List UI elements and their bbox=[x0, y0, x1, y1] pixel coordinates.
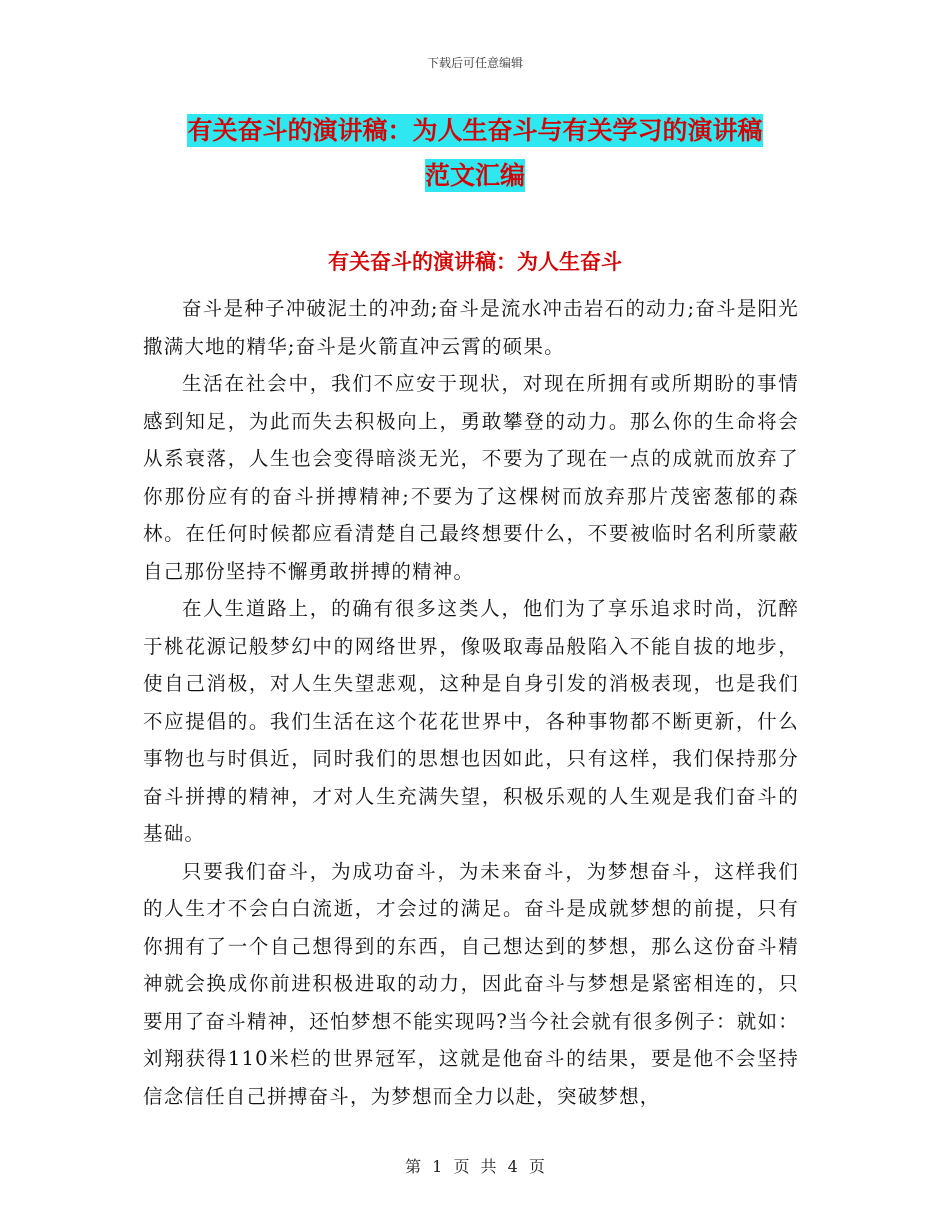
document-title-line-1 bbox=[0, 108, 950, 153]
paragraph-3: 在人生道路上，的确有很多这类人，他们为了享乐追求时尚，沉醉于桃花源记般梦幻中的网络世界，像吸取毒品般陷入不能自拔的地步，使自己消极，对人生失望悲观，这种是自身引发的消极表现，也是我们不应提倡的。我们生活在这个花花世界中，各种事物都不断更新，什么事物也与时俱近，同时我们的思想也因如此，只有这样，我们保持那分奋斗拼搏的精神，才对人生充满失望，积极乐观的人生观是我们奋斗的基础。 bbox=[143, 597, 799, 845]
paragraph-1: 奋斗是种子冲破泥土的冲劲;奋斗是流水冲击岩石的动力;奋斗是阳光撒满大地的精华;奋斗是火箭直冲云霄的硕果。 bbox=[143, 297, 799, 358]
paragraph-4: 只要我们奋斗，为成功奋斗，为未来奋斗，为梦想奋斗，这样我们的人生才不会白白流逝，才会过的满足。奋斗是成就梦想的前提，只有你拥有了一个自己想得到的东西，自己想达到的梦想，那么这份奋斗精神就会换成你前进积极进取的动力，因此奋斗与梦想是紧密相连的，只要用了奋斗精神，还怕梦想不能实现吗?当今社会就有很多例子：就如：刘翔获得110米栏的世界冠军，这就是他奋斗的结果，要是他不会坚持信念信任自己拼搏奋斗，为梦想而全力以赴，突破梦想， bbox=[143, 859, 799, 1108]
body-text bbox=[143, 290, 799, 1115]
section-title: 有关奋斗的演讲稿：为人生奋斗 bbox=[328, 250, 622, 274]
document-title bbox=[0, 108, 950, 198]
header-note: 下载后可任意编辑 bbox=[426, 56, 523, 70]
title-highlight-line-2: 范文汇编 bbox=[424, 161, 525, 190]
page-footer: 第 1 页 共 4 页 bbox=[405, 1157, 545, 1176]
document-title-line-2 bbox=[0, 153, 950, 198]
paragraph-2: 生活在社会中，我们不应安于现状，对现在所拥有或所期盼的事情感到知足，为此而失去积极向上，勇敢攀登的动力。那么你的生命将会从系衰落，人生也会变得暗淡无光，不要为了现在一点的成就而放弃了你那份应有的奋斗拼搏精神;不要为了这棵树而放弃那片茂密葱郁的森林。在任何时候都应看清楚自己最终想要什么，不要被临时名利所蒙蔽自己那份坚持不懈勇敢拼搏的精神。 bbox=[143, 372, 799, 583]
title-highlight-line-1: 有关奋斗的演讲稿：为人生奋斗与有关学习的演讲稿 bbox=[187, 116, 763, 145]
